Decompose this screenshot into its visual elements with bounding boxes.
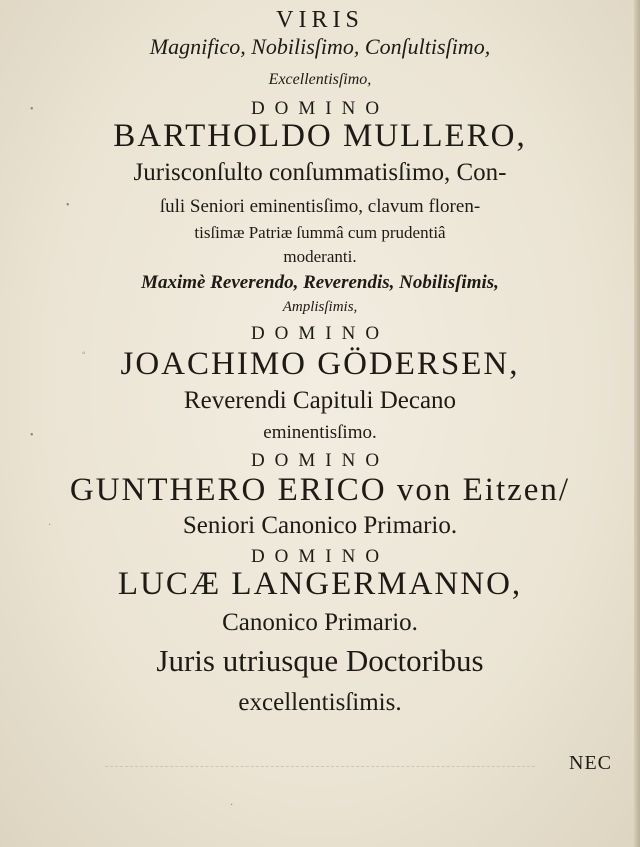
recipient-desc-3a: Seniori Canonico Primario.	[182, 512, 458, 539]
closing-line-2: excellentisſimis.	[238, 689, 402, 716]
domino-heading-1: DOMINO	[250, 98, 390, 119]
ink-speck: •	[66, 200, 70, 211]
recipient-desc-1d: moderanti.	[283, 247, 357, 266]
ink-speck: ·	[230, 800, 234, 811]
recipient-name-1: BARTHOLDO MULLERO,	[113, 118, 527, 154]
dedication-line-amplissimis: Amplisſimis,	[282, 299, 358, 315]
catchword: NEC	[569, 752, 612, 774]
closing-line-1: Juris utriusque Doctoribus	[156, 643, 484, 678]
ink-speck: ◦	[82, 348, 86, 359]
recipient-desc-1b: ſuli Seniori eminentisſimo, clavum floren-	[159, 196, 481, 217]
recipient-desc-2a: Reverendi Capituli Decano	[183, 387, 457, 414]
page-header: VIRIS	[276, 7, 364, 33]
ink-speck: ·	[48, 520, 52, 531]
recipient-name-3: GUNTHERO ERICO von Eitzen/	[69, 472, 571, 508]
ink-speck: •	[30, 104, 34, 115]
recipient-desc-4a: Canonico Primario.	[222, 609, 418, 636]
ink-speck: •	[30, 430, 34, 441]
domino-heading-2: DOMINO	[250, 323, 390, 344]
domino-heading-4: DOMINO	[250, 546, 390, 567]
dedication-line-magnifico: Magnifico, Nobilisſimo, Conſultisſimo,	[149, 34, 491, 59]
page-bottom-rule	[105, 766, 535, 767]
recipient-name-4: LUCÆ LANGERMANNO,	[117, 566, 523, 602]
dedication-line-maxime: Maximè Reverendo, Reverendis, Nobilisſimis,	[141, 272, 499, 293]
dedication-line-excellentissimo: Excellentisſimo,	[268, 71, 372, 88]
recipient-name-2: JOACHIMO GÖDERSEN,	[120, 346, 520, 382]
recipient-desc-2b: eminentisſimo.	[263, 422, 377, 443]
recipient-desc-1c: tisſimæ Patriæ ſummâ cum prudentiâ	[194, 223, 446, 242]
recipient-desc-1a: Jurisconſulto conſummatisſimo, Con-	[133, 159, 507, 186]
domino-heading-3: DOMINO	[250, 450, 390, 471]
